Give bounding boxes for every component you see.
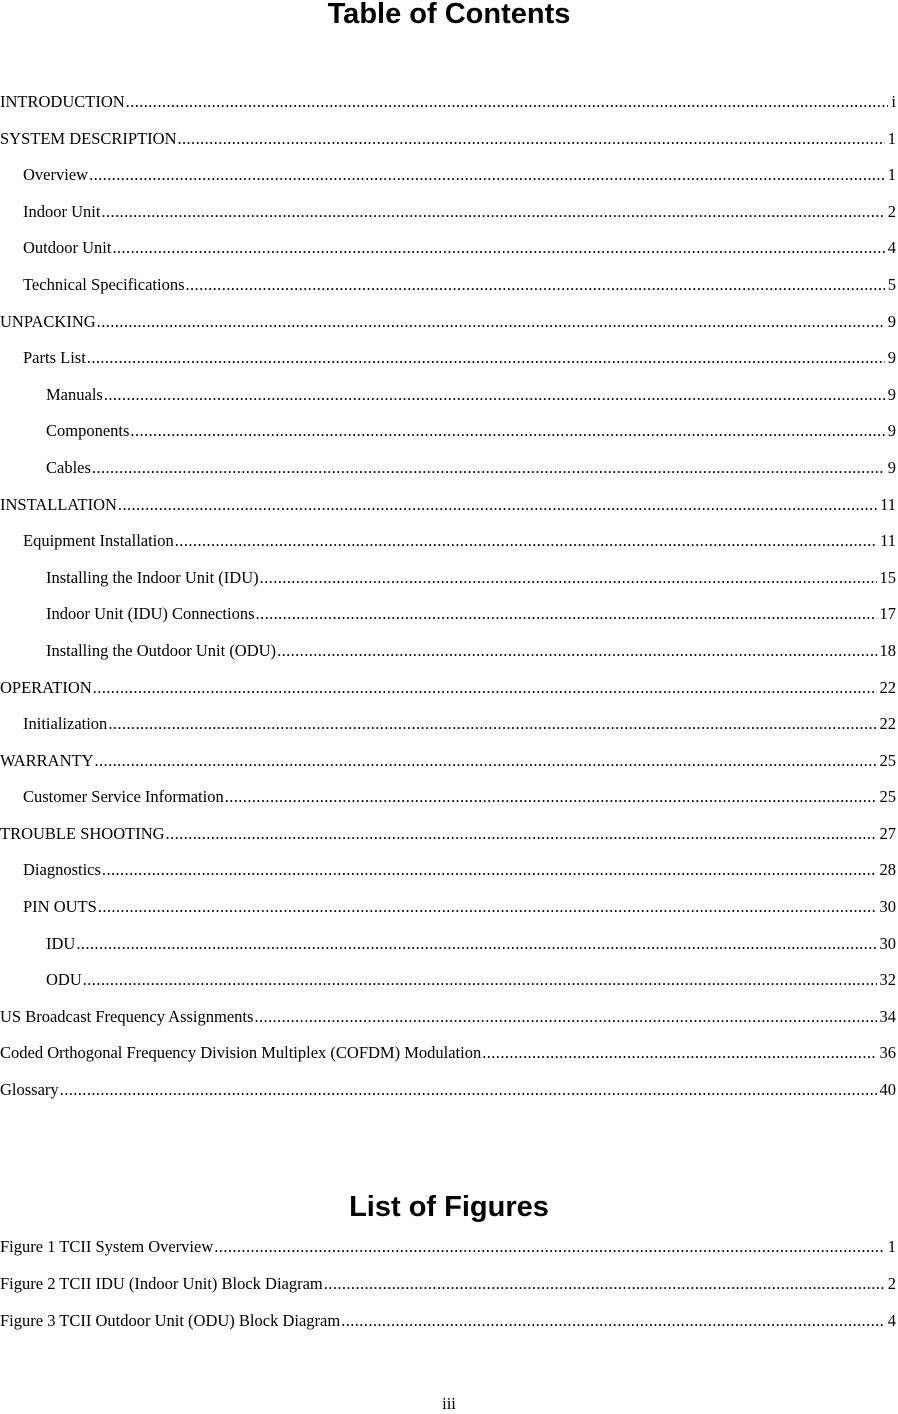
toc-entry-page-number: 25 — [879, 750, 896, 770]
toc-entry[interactable] — [0, 165, 896, 202]
toc-entry-label: INTRODUCTION — [0, 92, 125, 111]
dot-leader — [92, 458, 885, 478]
toc-entry-page-number: 1 — [887, 165, 896, 185]
toc-entry-label: INSTALLATION — [0, 494, 117, 514]
toc-entry[interactable] — [0, 1080, 896, 1117]
toc-entry-label: Manuals — [46, 384, 103, 404]
toc-entry[interactable] — [0, 1043, 896, 1080]
toc-entry-label: Coded Orthogonal Frequency Division Multiplex (COFDM) Modulation — [0, 1043, 482, 1063]
toc-entry-page-number: 34 — [879, 1006, 896, 1026]
toc-entry[interactable] — [0, 787, 896, 824]
toc-entry-page-number: 2 — [887, 201, 896, 221]
dot-leader — [214, 1237, 884, 1257]
toc-entry-page-number: 22 — [879, 677, 896, 697]
toc-entry-page-number: 40 — [879, 1080, 896, 1100]
dot-leader — [177, 129, 884, 149]
dot-leader — [260, 568, 877, 588]
toc-entry[interactable] — [0, 1007, 896, 1044]
dot-leader — [87, 348, 885, 368]
toc-entry-page-number: 5 — [887, 274, 896, 294]
toc-entry-page-number: 30 — [879, 897, 896, 917]
toc-entry[interactable] — [0, 458, 896, 495]
toc-entry[interactable] — [0, 92, 896, 129]
dot-leader — [482, 1043, 876, 1063]
toc-entry-label: Customer Service Information — [23, 787, 224, 807]
toc-entry-label: Parts List — [23, 348, 86, 368]
dot-leader — [108, 714, 876, 734]
figure-entry-page-number: 4 — [887, 1311, 896, 1330]
toc-entry-label: UNPACKING — [0, 311, 96, 331]
toc-entry-page-number: 4 — [887, 238, 896, 258]
list-of-figures-list — [0, 1237, 896, 1348]
toc-entry-label: IDU — [46, 933, 76, 953]
dot-leader — [104, 385, 885, 405]
toc-entry[interactable] — [0, 495, 896, 532]
dot-leader — [60, 1080, 877, 1100]
toc-entry-label: PIN OUTS — [23, 897, 97, 917]
figure-entry-page-number: 1 — [887, 1237, 896, 1256]
dot-leader — [118, 495, 877, 515]
toc-entry-page-number: 17 — [879, 604, 896, 624]
toc-entry[interactable] — [0, 421, 896, 458]
toc-entry-label: Installing the Outdoor Unit (ODU) — [46, 640, 277, 660]
toc-entry[interactable] — [0, 678, 896, 715]
toc-entry-label: Components — [46, 421, 130, 441]
toc-entry-page-number: 36 — [879, 1043, 896, 1063]
toc-entry-label: Installing the Indoor Unit (IDU) — [46, 567, 259, 587]
toc-entry-page-number: 22 — [879, 714, 896, 734]
toc-entry[interactable] — [0, 714, 896, 751]
toc-entry-label: US Broadcast Frequency Assignments — [0, 1006, 254, 1026]
toc-entry[interactable] — [0, 934, 896, 971]
toc-entry-page-number: 9 — [887, 384, 896, 404]
toc-list — [0, 92, 896, 1117]
dot-leader — [112, 238, 884, 258]
toc-entry-page-number: 25 — [879, 787, 896, 807]
dot-leader — [98, 897, 877, 917]
dot-leader — [166, 824, 877, 844]
dot-leader — [76, 934, 876, 954]
toc-entry-label: Diagnostics — [23, 860, 101, 880]
toc-entry-page-number: 9 — [887, 311, 896, 331]
toc-entry-label: Indoor Unit (IDU) Connections — [46, 604, 255, 624]
figure-entry[interactable] — [0, 1274, 896, 1311]
dot-leader — [341, 1311, 885, 1331]
dot-leader — [83, 970, 877, 990]
dot-leader — [126, 92, 889, 112]
toc-entry-page-number: 1 — [887, 128, 896, 148]
dot-leader — [254, 1007, 876, 1027]
toc-entry[interactable] — [0, 348, 896, 385]
dot-leader — [95, 751, 877, 771]
toc-entry-page-number: 32 — [879, 970, 896, 990]
toc-entry[interactable] — [0, 385, 896, 422]
toc-entry-label: OPERATION — [0, 677, 92, 697]
figure-entry-label: Figure 3 TCII Outdoor Unit (ODU) Block Diagram — [0, 1311, 341, 1330]
toc-entry-page-number: 28 — [879, 860, 896, 880]
toc-entry[interactable] — [0, 531, 896, 568]
dot-leader — [102, 860, 877, 880]
figure-entry-label: Figure 1 TCII System Overview — [0, 1237, 214, 1256]
toc-entry-label: Equipment Installation — [23, 531, 174, 551]
figure-entry[interactable] — [0, 1237, 896, 1274]
toc-entry-label: Cables — [46, 457, 91, 477]
dot-leader — [93, 678, 877, 698]
toc-entry-page-number: 27 — [879, 823, 896, 843]
list-of-figures-title: List of Figures — [349, 1191, 549, 1223]
toc-entry-page-number: 11 — [880, 494, 896, 514]
figure-entry-page-number: 2 — [887, 1274, 896, 1293]
toc-entry[interactable] — [0, 202, 896, 239]
toc-entry-page-number: 30 — [879, 933, 896, 953]
toc-entry-label: WARRANTY — [0, 750, 94, 770]
dot-leader — [324, 1274, 885, 1294]
toc-entry[interactable] — [0, 641, 896, 678]
dot-leader — [89, 165, 885, 185]
toc-entry-label: ODU — [46, 970, 82, 990]
toc-entry[interactable] — [0, 312, 896, 349]
dot-leader — [97, 312, 885, 332]
toc-entry-page-number: 15 — [879, 567, 896, 587]
toc-entry-label: SYSTEM DESCRIPTION — [0, 128, 177, 148]
page-number: iii — [442, 1394, 456, 1413]
toc-title: Table of Contents — [327, 0, 571, 30]
dot-leader — [186, 275, 885, 295]
toc-entry-page-number: 9 — [887, 421, 896, 441]
figure-entry-label: Figure 2 TCII IDU (Indoor Unit) Block Diagram — [0, 1274, 323, 1293]
toc-entry[interactable] — [0, 751, 896, 788]
toc-entry-label: Technical Specifications — [23, 274, 185, 294]
toc-entry-page-number: 9 — [887, 348, 896, 368]
dot-leader — [225, 787, 877, 807]
toc-entry[interactable] — [0, 238, 896, 275]
toc-entry-page-number: 11 — [880, 531, 896, 551]
toc-entry-page-number: 18 — [879, 640, 896, 660]
toc-entry[interactable] — [0, 970, 896, 1007]
figure-entry[interactable] — [0, 1311, 896, 1348]
toc-entry-label: TROUBLE SHOOTING — [0, 823, 165, 843]
dot-leader — [101, 202, 884, 222]
toc-entry[interactable] — [0, 129, 896, 166]
dot-leader — [256, 604, 877, 624]
toc-entry-label: Indoor Unit — [23, 201, 101, 221]
toc-entry[interactable] — [0, 604, 896, 641]
dot-leader — [175, 531, 877, 551]
toc-entry[interactable] — [0, 824, 896, 861]
toc-entry-page-number: i — [891, 92, 896, 111]
dot-leader — [277, 641, 876, 661]
toc-entry-page-number: 9 — [887, 457, 896, 477]
toc-entry-label: Overview — [23, 165, 89, 185]
dot-leader — [130, 421, 884, 441]
toc-entry[interactable] — [0, 275, 896, 312]
toc-entry-label: Glossary — [0, 1080, 59, 1100]
toc-entry-label: Initialization — [23, 714, 108, 734]
toc-entry[interactable] — [0, 897, 896, 934]
toc-entry[interactable] — [0, 568, 896, 605]
toc-entry[interactable] — [0, 860, 896, 897]
toc-entry-label: Outdoor Unit — [23, 238, 112, 258]
